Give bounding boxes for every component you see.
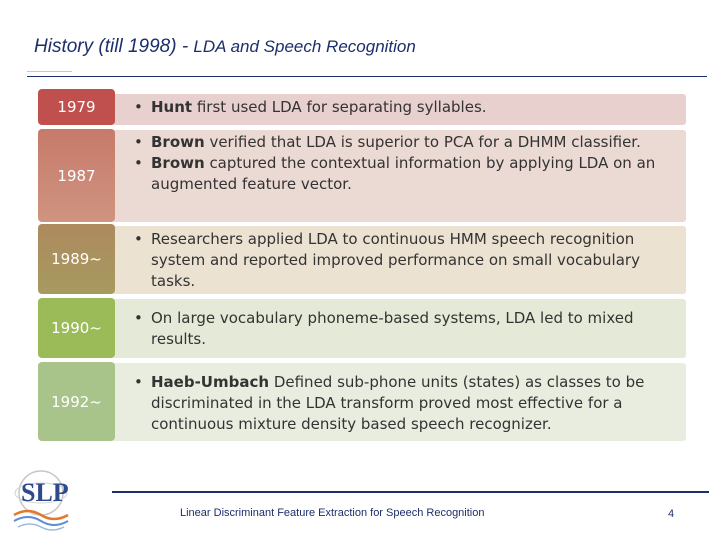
bullet-item: • On large vocabulary phoneme-based systems, LDA led to mixed results. [134, 308, 674, 350]
row-text-1992 [134, 372, 674, 435]
title-rule-accent [27, 71, 72, 72]
year-label-1979: 1979 [38, 89, 115, 125]
row-text-1990 [134, 308, 674, 350]
row-text-1979 [134, 97, 674, 118]
title-rule [27, 76, 707, 77]
slp-logo [8, 463, 74, 531]
year-label-1990: 1990~ [38, 298, 115, 358]
slide-title [34, 36, 416, 58]
footer-rule [112, 491, 709, 493]
year-label-1989: 1989~ [38, 224, 115, 294]
title-sub: LDA and Speech Recognition [193, 37, 416, 56]
row-text-1987 [134, 132, 674, 195]
page-number: 4 [668, 508, 675, 520]
bullet-item: • Researchers applied LDA to continuous HMM speech recognition system and reported improved performance on small vocabulary tasks. [134, 229, 674, 292]
footer-caption: Linear Discriminant Feature Extraction for Speech Recognition [180, 507, 485, 519]
bullet-item: • Hunt first used LDA for separating syllables. [134, 97, 674, 118]
row-text-1989 [134, 229, 674, 292]
year-label-1987: 1987 [38, 129, 115, 222]
bullet-item: • Brown captured the contextual information by applying LDA on an augmented feature vector. [134, 153, 674, 195]
year-label-1992: 1992~ [38, 362, 115, 441]
logo-letters: SLP [21, 478, 69, 507]
title-main: History (till 1998) - [34, 36, 194, 57]
bullet-item: • Brown verified that LDA is superior to PCA for a DHMM classifier. [134, 132, 674, 153]
bullet-item: • Haeb-Umbach Defined sub-phone units (states) as classes to be discriminated in the LDA transform proved most effective for a continuous mixture density based speech recognizer. [134, 372, 674, 435]
